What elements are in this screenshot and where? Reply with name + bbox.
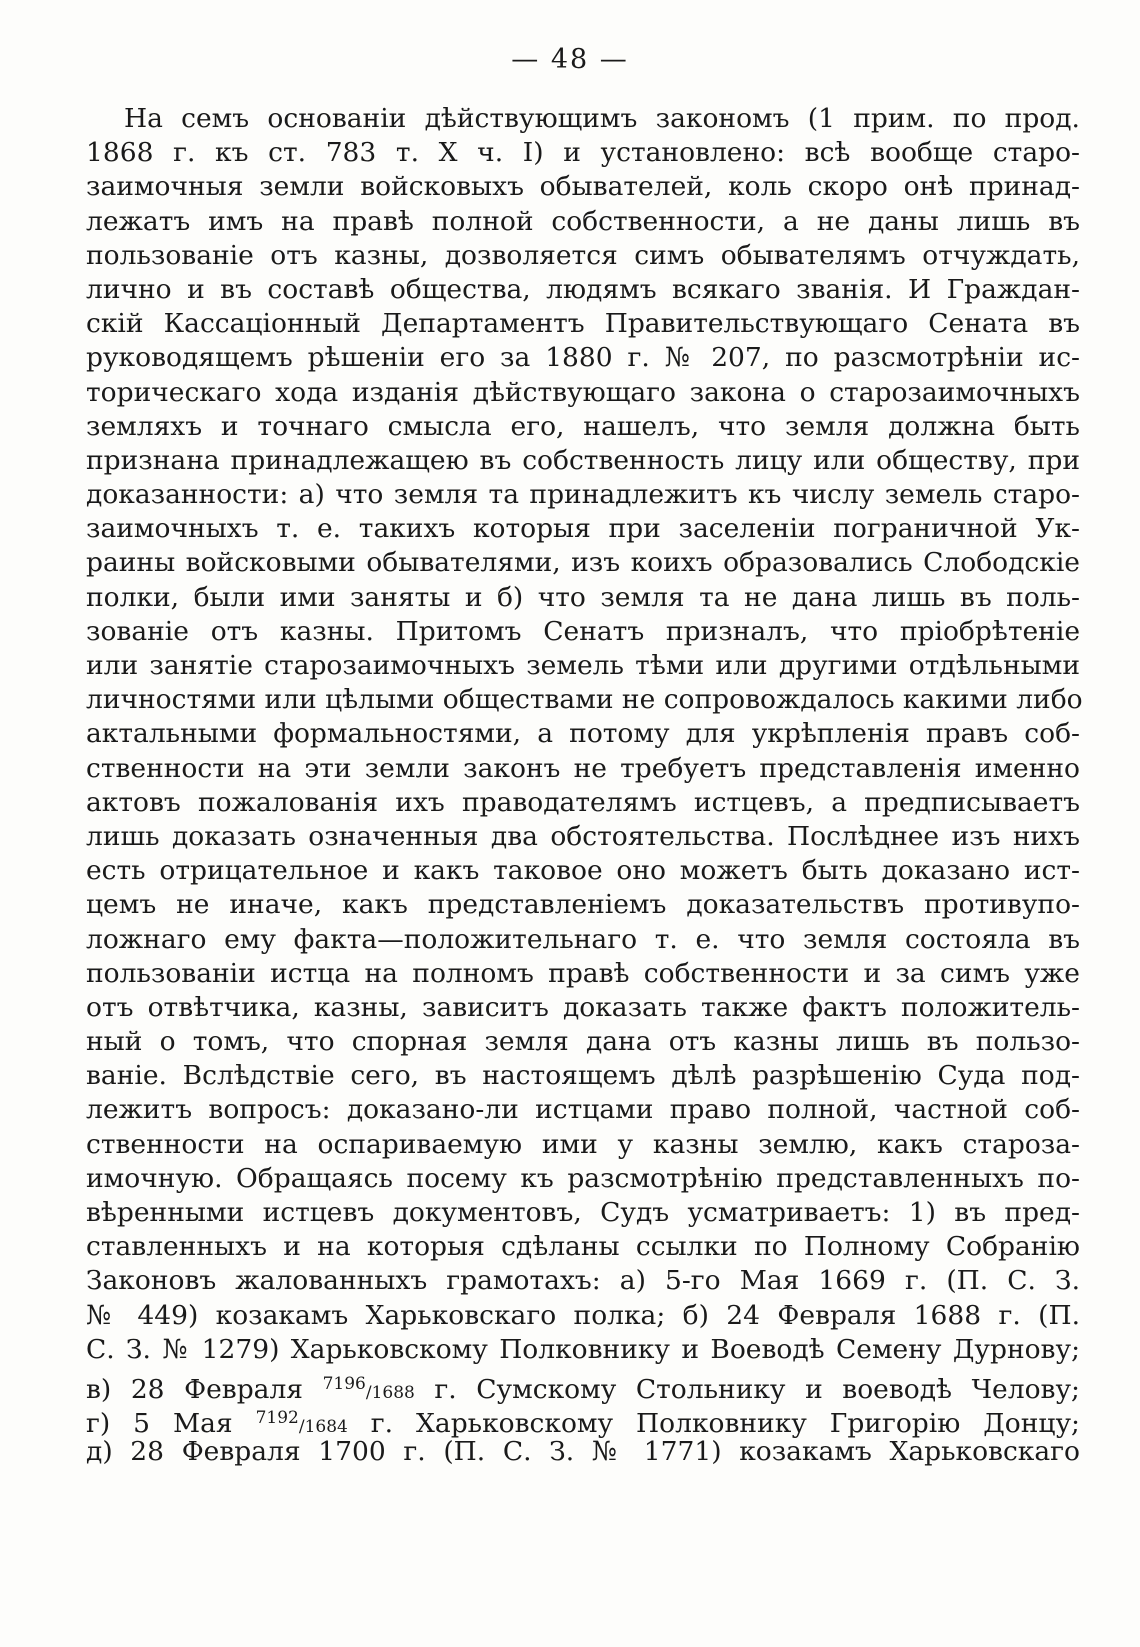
text-line: лежитъ вопросъ: доказано-ли истцами право полной, частной соб-: [86, 1094, 1080, 1126]
text-line: доказанности: а) что земля та принадлежитъ къ числу земель старо-: [86, 479, 1080, 511]
fraction-numerator: 7196: [322, 1373, 366, 1394]
text-line: актовъ пожалованія ихъ праводателямъ истцевъ, а предписываетъ: [86, 786, 1080, 818]
text-line: имочную. Обращаясь посему къ разсмотрѣнію представленныхъ по-: [86, 1162, 1080, 1194]
line-g-suffix: г. Харьковскому Полковнику Григорію Донцу;: [370, 1408, 1080, 1440]
text-line: личностями или цѣлыми обществами не сопровождалось какими либо: [86, 684, 1083, 716]
fraction-numerator: 7192: [255, 1408, 299, 1429]
text-line: ственности на эти земли законъ не требуетъ представленія именно: [86, 752, 1080, 784]
line-g-prefix: г) 5 Мая: [86, 1408, 233, 1440]
text-line: или занятіе старозаимочныхъ земель тѣми или другими отдѣльными: [86, 650, 1080, 681]
text-line: С. З. № 1279) Харьковскому Полковнику и Воеводѣ Семену Дурнову;: [86, 1333, 1080, 1365]
text-line: есть отрицательное и какъ таковое оно можетъ быть доказано ист-: [86, 855, 1080, 887]
text-line: отъ отвѣтчика, казны, зависитъ доказать также фактъ положитель-: [86, 991, 1080, 1023]
text-line: торическаго хода изданія дѣйствующаго закона о старозаимочныхъ: [86, 376, 1080, 408]
text-line: Законовъ жалованныхъ грамотахъ: а) 5-го Мая 1669 г. (П. С. З.: [86, 1265, 1080, 1297]
text-line: лично и въ составѣ общества, людямъ всякаго званія. И Граждан-: [86, 273, 1080, 305]
text-line: ставленныхъ и на которыя сдѣланы ссылки по Полному Собранію: [86, 1231, 1080, 1263]
text-line: признана принадлежащею въ собственность лицу или обществу, при: [86, 444, 1080, 476]
text-line: земляхъ и точнаго смысла его, нашелъ, что земля должна быть: [86, 410, 1080, 442]
text-line: пользованіи истца на полномъ правѣ собственности и за симъ уже: [86, 957, 1080, 989]
text-line: ваніе. Вслѣдствіе сего, въ настоящемъ дѣлѣ разрѣшенію Суда под-: [86, 1060, 1080, 1092]
page-number: — 48 —: [511, 44, 629, 75]
text-line: руководящемъ рѣшеніи его за 1880 г. № 207, по разсмотрѣніи ис-: [86, 342, 1080, 374]
text-line: полки, были ими заняты и б) что земля та не дана лишь въ поль-: [86, 581, 1080, 613]
text-line: вѣренными истцевъ документовъ, Судъ усматриваетъ: 1) въ пред-: [86, 1197, 1080, 1228]
fraction-denominator: /1684: [298, 1417, 348, 1438]
text-line: лежатъ имъ на правѣ полной собственности, а не даны лишь въ: [86, 205, 1080, 237]
text-line: актальными формальностями, а потому для укрѣпленія правъ соб-: [86, 718, 1080, 750]
text-line: пользованіе отъ казны, дозволяется симъ обывателямъ отчуждать,: [86, 239, 1080, 271]
text-line-with-fraction: [86, 1367, 1080, 1405]
line-v-suffix: г. Сумскому Стольнику и воеводѣ Челову;: [434, 1373, 1080, 1405]
text-line: ственности на оспариваемую ими у казны землю, какъ староза-: [86, 1128, 1080, 1160]
text-line: заимочныхъ т. е. такихъ которыя при заселеніи пограничной Ук-: [86, 513, 1080, 545]
line-v-prefix: в) 28 Февраля: [86, 1373, 304, 1405]
text-line: 1868 г. къ ст. 783 т. X ч. I) и установлено: всѣ вообще старо-: [86, 137, 1080, 169]
text-line: ложнаго ему факта—положительнаго т. е. что земля состояла въ: [86, 923, 1080, 955]
text-line: скій Кассаціонный Департаментъ Правительствующаго Сената въ: [86, 308, 1080, 340]
text-line: цемъ не иначе, какъ представленіемъ доказательствъ противупо-: [86, 889, 1080, 921]
text-line: № 449) козакамъ Харьковскаго полка; б) 24 Февраля 1688 г. (П.: [86, 1299, 1080, 1331]
text-line: д) 28 Февраля 1700 г. (П. С. З. № 1771) козакамъ Харьковскаго: [86, 1436, 1080, 1468]
text-line-with-fraction: [86, 1401, 1080, 1440]
fraction-denominator: /1688: [365, 1382, 415, 1403]
text-line: лишь доказать означенныя два обстоятельства. Послѣднее изъ нихъ: [86, 820, 1080, 852]
body-text: [86, 102, 1083, 1470]
text-line: На семъ основаніи дѣйствующимъ закономъ (1 прим. по прод.: [124, 103, 1080, 134]
text-line: заимочныя земли войсковыхъ обывателей, коль скоро онѣ принад-: [86, 171, 1080, 203]
text-line: раины войсковыми обывателями, изъ коихъ образовались Слободскіе: [86, 547, 1080, 579]
text-line: ный о томъ, что спорная земля дана отъ казны лишь въ пользо-: [86, 1026, 1080, 1058]
text-line: зованіе отъ казны. Притомъ Сенатъ призналъ, что пріобрѣтеніе: [86, 615, 1080, 647]
